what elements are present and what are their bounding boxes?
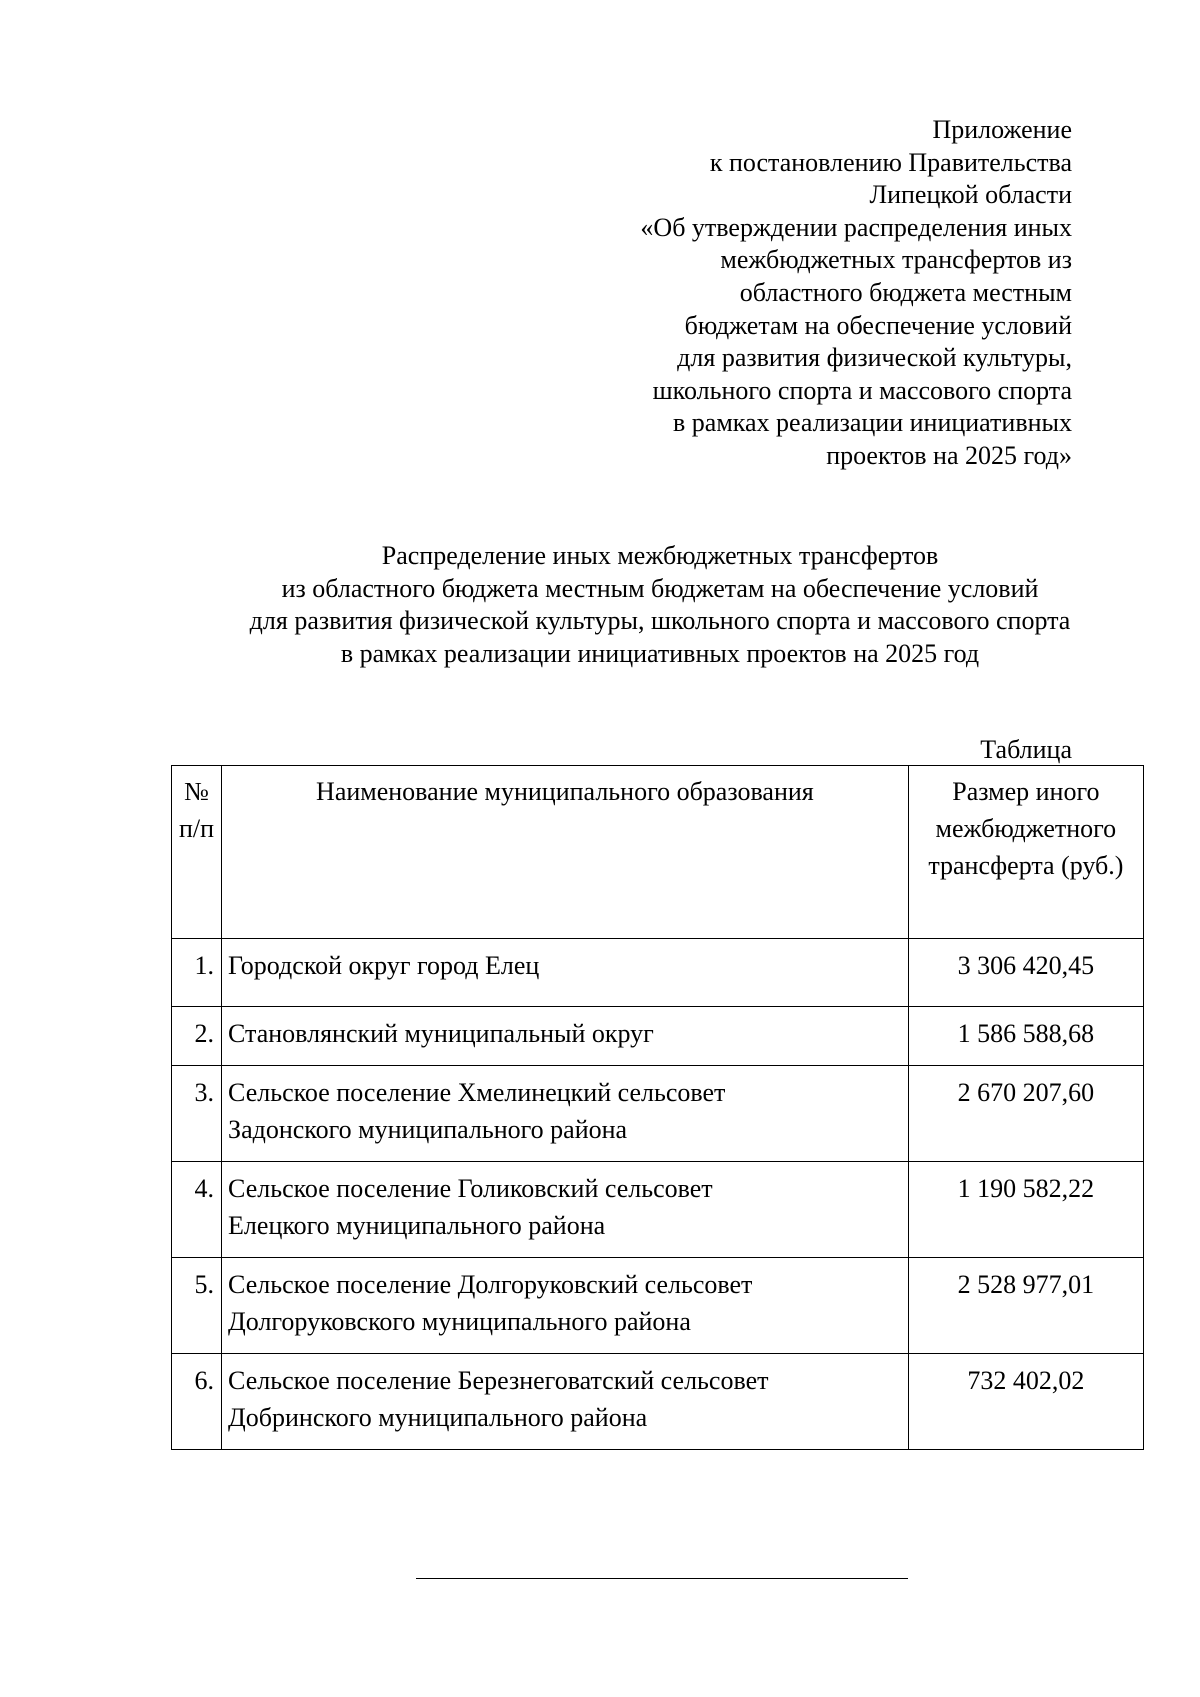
annex-line: межбюджетных трансфертов из — [720, 245, 1072, 275]
transfers-table — [171, 765, 1144, 1450]
row-amount: 1 586 588,68 — [908, 1007, 1143, 1066]
title-line: в рамках реализации инициативных проектов на 2025 год — [340, 638, 980, 668]
header-name-text: Наименование муниципального образования — [316, 777, 814, 806]
municipality-line: Сельское поселение Хмелинецкий сельсовет — [228, 1078, 726, 1107]
table-row — [172, 1354, 1144, 1450]
header-amount-line: трансферта (руб.) — [928, 851, 1124, 880]
annex-line: бюджетам на обеспечение условий — [684, 310, 1072, 340]
header-num-line: п/п — [178, 814, 215, 843]
document-title — [171, 540, 1149, 670]
municipality-line: Задонского муниципального района — [228, 1115, 628, 1144]
row-number: 2. — [172, 1007, 222, 1066]
municipality-line: Сельское поселение Долгоруковский сельсовет — [228, 1270, 753, 1299]
row-municipality — [222, 939, 909, 1007]
row-municipality — [222, 1066, 909, 1162]
table-row — [172, 1162, 1144, 1258]
row-municipality — [222, 1007, 909, 1066]
row-number: 1. — [172, 939, 222, 1007]
footer-divider — [416, 1578, 908, 1579]
header-num — [172, 766, 222, 939]
annex-line: Приложение — [932, 115, 1072, 144]
table-row — [172, 1007, 1144, 1066]
header-name — [222, 766, 909, 939]
row-amount: 732 402,02 — [908, 1354, 1143, 1450]
municipality-line: Сельское поселение Березнеговатский сельсовет — [228, 1366, 769, 1395]
row-number: 3. — [172, 1066, 222, 1162]
annex-line: проектов на 2025 год» — [826, 440, 1072, 470]
table-row — [172, 1066, 1144, 1162]
municipality-line: Становлянский муниципальный округ — [228, 1019, 654, 1048]
header-num-line: № — [184, 777, 209, 806]
annex-line: для развития физической культуры, — [677, 343, 1072, 373]
row-amount: 3 306 420,45 — [908, 939, 1143, 1007]
row-number: 5. — [172, 1258, 222, 1354]
header-amount-line: межбюджетного — [935, 814, 1117, 843]
table-header-row — [172, 766, 1144, 939]
title-line: Распределение иных межбюджетных трансфертов — [381, 541, 939, 570]
municipality-line: Елецкого муниципального района — [228, 1211, 606, 1240]
row-number: 6. — [172, 1354, 222, 1450]
municipality-line: Сельское поселение Голиковский сельсовет — [228, 1174, 713, 1203]
row-municipality — [222, 1258, 909, 1354]
table-row — [172, 1258, 1144, 1354]
title-line: из областного бюджета местным бюджетам на обеспечение условий — [281, 573, 1039, 603]
table-row — [172, 939, 1144, 1007]
row-number: 4. — [172, 1162, 222, 1258]
annex-line: Липецкой области — [869, 180, 1072, 210]
title-line: для развития физической культуры, школьного спорта и массового спорта — [249, 606, 1071, 636]
annex-line: областного бюджета местным — [739, 277, 1072, 307]
header-amount-line: Размер иного — [952, 777, 1100, 806]
header-amount — [908, 766, 1143, 939]
municipality-line: Городской округ город Елец — [228, 951, 540, 980]
annex-block — [640, 114, 1072, 473]
annex-line: к постановлению Правительства — [709, 147, 1072, 177]
annex-line: школьного спорта и массового спорта — [652, 375, 1072, 405]
municipality-line: Долгоруковского муниципального района — [228, 1307, 691, 1336]
annex-line: «Об утверждении распределения иных — [640, 212, 1072, 242]
row-amount: 2 670 207,60 — [908, 1066, 1143, 1162]
table-caption: Таблица — [980, 735, 1072, 764]
row-municipality — [222, 1162, 909, 1258]
annex-line: в рамках реализации инициативных — [673, 408, 1072, 438]
municipality-line: Добринского муниципального района — [228, 1403, 648, 1432]
row-municipality — [222, 1354, 909, 1450]
row-amount: 1 190 582,22 — [908, 1162, 1143, 1258]
row-amount: 2 528 977,01 — [908, 1258, 1143, 1354]
